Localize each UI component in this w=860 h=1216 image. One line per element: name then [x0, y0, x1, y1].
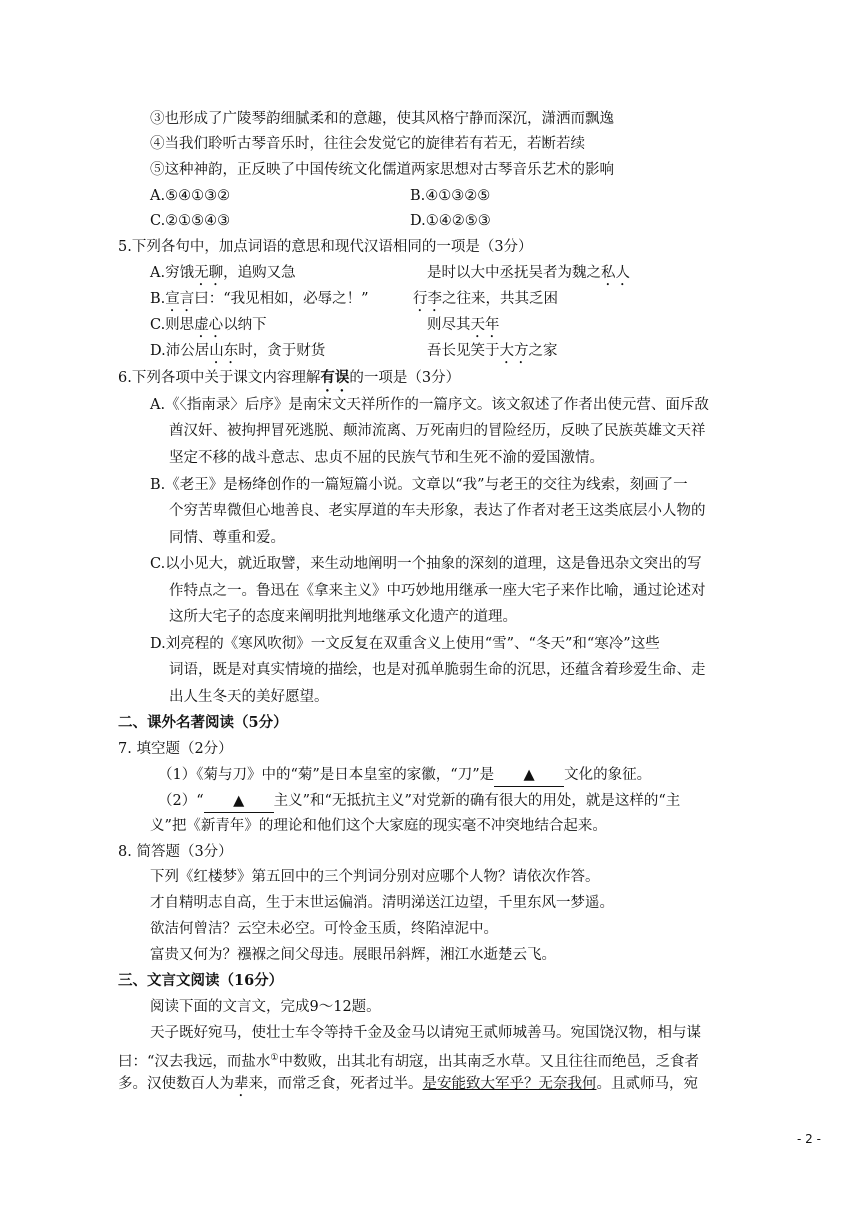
q8-line-1: 下列《红楼梦》第五回中的三个判词分别对应哪个人物？请依次作答。	[150, 869, 600, 885]
passage-line-2: 曰：“汉去我远，而盐水①中数败，出其北有胡寇，出其南乏水草。又且往往而绝邑，乏食者	[118, 1053, 699, 1070]
q5-option-c: C.则思虚心以纳下 则尽其天年	[150, 317, 500, 333]
q6-option-c-line3: 这所大宅子的态度来阐明批判地继承文化遗产的道理。	[169, 609, 517, 625]
q4-option-row-2	[150, 210, 491, 232]
answer-blank[interactable]: ▲	[204, 790, 274, 813]
q8-line-4: 富贵又何为？襁褓之间父母违。展眼吊斜辉，湘江水逝楚云飞。	[150, 947, 556, 963]
q4-option-d: D.①④②⑤③	[410, 213, 491, 229]
q5-option-d: D.沛公居山东时，贪于财货 吾长见笑于大方之家	[150, 343, 558, 359]
passage-line-3: 多。汉使数百人为辈来，而常乏食，死者过半。是安能致大军乎？无奈我何。且贰师马，宛	[118, 1076, 698, 1092]
q4-option-a: A.⑤④①③②	[150, 188, 231, 204]
q7-stem: 7. 填空题（2分）	[118, 741, 233, 757]
q4-option-c: C.②①⑤④③	[150, 213, 231, 229]
q6-option-d-line1: D.刘亮程的《寒风吹彻》一文反复在双重含义上使用“雪”、“冬天”和“寒冷”这些	[150, 636, 660, 652]
q6-option-d-line3: 出人生冬天的美好愿望。	[169, 689, 329, 705]
q6-option-b-line1: B.《老王》是杨绛创作的一篇短篇小说。文章以“我”与老王的交往为线索，刻画了一	[150, 477, 688, 493]
q6-option-b-line2: 个穷苦卑微但心地善良、老实厚道的车夫形象，表达了作者对老王这类底层小人物的	[169, 503, 706, 519]
q6-option-a-line2: 酋汉奸、被拘押冒死逃脱、颠沛流离、万死南归的冒险经历，反映了民族英雄文天祥	[169, 423, 706, 439]
q4-option-b: B.④①③②⑤	[410, 188, 491, 204]
page-number: - 2 -	[797, 1132, 821, 1146]
section-3-intro: 阅读下面的文言文，完成9～12题。	[150, 999, 381, 1015]
passage-line-1: 天子既好宛马，使壮士车令等持千金及金马以请宛王贰师城善马。宛国饶汉物，相与谋	[150, 1025, 701, 1041]
q4-item-5: ⑤这种神韵，正反映了中国传统文化儒道两家思想对古琴音乐艺术的影响	[150, 162, 614, 178]
q6-option-b-line3: 同情、尊重和爱。	[169, 530, 285, 546]
q7-item-2-line2: 义”把《新青年》的理论和他们这个大家庭的现实毫不冲突地结合起来。	[150, 818, 607, 834]
q7-item-2: （2）“ ▲ 主义”和“无抵抗主义”对党新的确有很大的用处，就是这样的“主	[158, 790, 680, 813]
q4-item-3: ③也形成了广陵琴韵细腻柔和的意趣，使其风格宁静而深沉，潇洒而飘逸	[150, 111, 614, 127]
q5-stem: 5.下列各句中，加点词语的意思和现代汉语相同的一项是（3分）	[118, 239, 533, 255]
q6-stem: 6.下列各项中关于课文内容理解有误的一项是（3分）	[118, 369, 461, 386]
q8-line-2: 才自精明志自高，生于末世运偏消。清明涕送江边望，千里东风一梦遥。	[150, 895, 614, 911]
q6-option-c-line1: C.以小见大，就近取譬，来生动地阐明一个抽象的深刻的道理，这是鲁迅杂文突出的写	[150, 556, 702, 572]
q5-option-b: B.宣言曰：“我见相如，必辱之！” 行李之往来，共其乏困	[150, 291, 558, 307]
answer-blank[interactable]: ▲	[494, 764, 564, 787]
q6-option-a-line3: 坚定不移的战斗意志、忠贞不屈的民族气节和生死不渝的爱国激情。	[169, 450, 604, 466]
q4-item-4: ④当我们聆听古琴音乐时，往往会发觉它的旋律若有若无，若断若续	[150, 136, 585, 152]
q8-line-3: 欲洁何曾洁？云空未必空。可怜金玉质，终陷淖泥中。	[150, 921, 498, 937]
q5-option-a: A.穷饿无聊，追购又急 是时以大中丞抚吴者为魏之私人	[150, 265, 630, 281]
q6-option-a-line1: A.《〈指南录〉后序》是南宋文天祥所作的一篇序文。该文叙述了作者出使元营、面斥敌	[150, 397, 709, 413]
q6-option-d-line2: 词语，既是对真实情境的描绘，也是对孤单脆弱生命的沉思，还蕴含着珍爱生命、走	[169, 662, 706, 678]
section-2-title: 二、课外名著阅读（5分）	[118, 714, 288, 731]
q8-stem: 8. 简答题（3分）	[118, 844, 233, 860]
q6-option-c-line2: 作特点之一。鲁迅在《拿来主义》中巧妙地用继承一座大宅子来作比喻，通过论述对	[169, 583, 706, 599]
q7-item-1: （1）《菊与刀》中的“菊”是日本皇室的家徽，“刀”是 ▲ 文化的象征。	[158, 764, 651, 787]
section-3-title: 三、文言文阅读（16分）	[118, 972, 284, 989]
q4-option-row-1	[150, 185, 491, 207]
